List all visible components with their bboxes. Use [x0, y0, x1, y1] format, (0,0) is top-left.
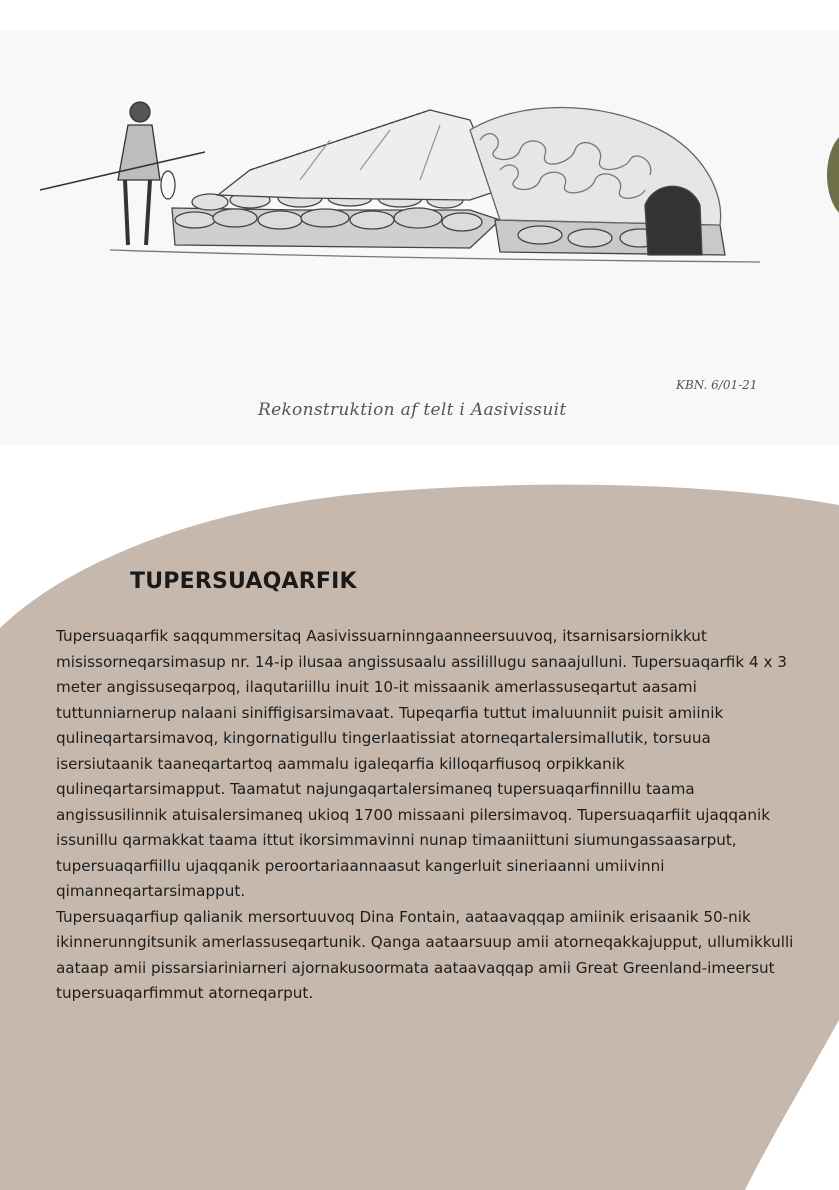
paragraph: Tupersuaqarfiup qalianik mersortuuvoq Dina Fontain, aataavaqqap amiinik erisaanik 50-nik ikinnerunngitsunik amerlassuseqartunik. Qanga aataarsuup amii atorneqakkajupput, ullumikkulli aataap amii pissarsiariniarneri ajornakusoormata aataavaqqap amii Great Greenland-imeersut tupersuaqarfimmut atorneqarput.	[56, 907, 794, 1002]
date-mark: KBN. 6/01-21	[676, 378, 758, 392]
article-heading: TUPERSUAQARFIK	[130, 569, 357, 594]
article-body	[56, 624, 796, 1007]
paragraph: Tupersuaqarfik saqqummersitaq Aasivissuarninngaanneersuuvoq, itsarnisarsiornikkut misissorneqarsimasup nr. 14-ip ilusaa angissusaalu assilillugu sanaajulluni. Tupersuaqarfik 4 x 3 meter angissuseqarpoq, ilaqutariillu inuit 10-it missaanik amerlassuseqartut aasami tuttunniarnerup nalaani siniffigisarsimavaat. Tupeqarfia tuttut imaluunniit puisit amiinik qulineqartarsimavoq, kingornatigullu tingerlaatissiat atorneqartalersimallutik, torsuua isersiutaanik taaneqartartoq aammalu igaleqarfia killoqarfiusoq orpikkanik qulineqartarsimapput. Taamatut najungaqartalersimaneq tupersuaqarfinnillu taama angissusilinnik atuisalersimaneq ukioq 1700 missaani pilersimavoq. Tupersuaqarfiit ujaqqanik issunillu qarmakkat taama ittut ikorsimmavinni nunap timaaniittuni siumungassaasarput, tupersuaqarfiillu ujaqqanik peroortariaannaasut kangerluit sineriaanni umiivinni qimanneqartarsimapput.	[56, 627, 787, 900]
illustration-caption: Rekonstruktion af telt i Aasivissuit	[258, 400, 567, 420]
tent-cover	[218, 110, 500, 200]
doorway	[645, 186, 702, 255]
